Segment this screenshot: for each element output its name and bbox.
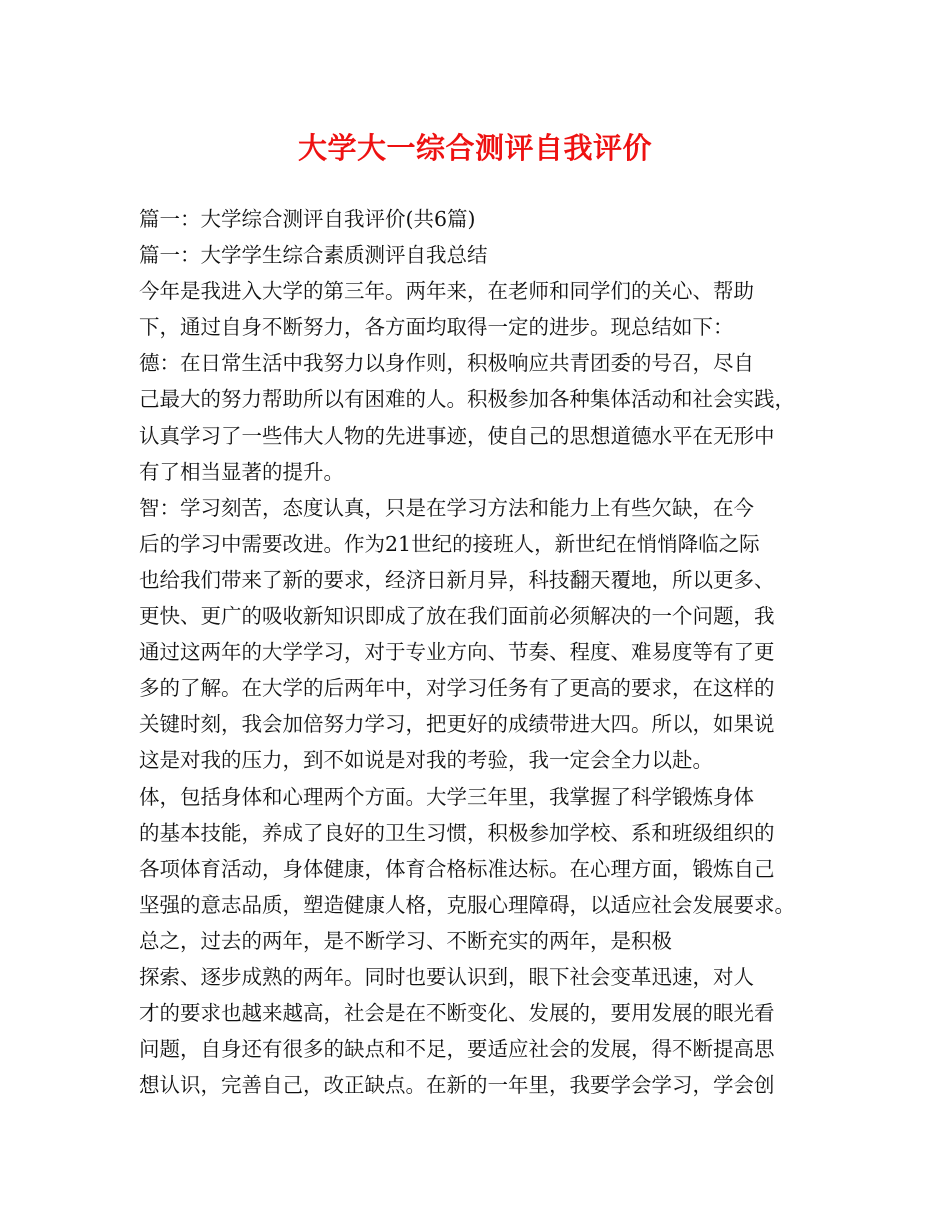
body-line: 多的了解。在大学的后两年中，对学习任务有了更高的要求，在这样的 — [139, 676, 775, 701]
document-body — [139, 201, 839, 1103]
body-line: 智：学习刻苦，态度认真，只是在学习方法和能力上有些欠缺，在今 — [139, 495, 754, 520]
body-line: 问题，自身还有很多的缺点和不足，要适应社会的发展，得不断提高思 — [139, 1037, 775, 1062]
body-line: 认真学习了一些伟大人物的先进事迹，使自己的思想道德水平在无形中 — [139, 423, 775, 448]
body-line: 关键时刻，我会加倍努力学习，把更好的成绩带进大四。所以，如果说 — [139, 712, 775, 737]
body-line: 各项体育活动，身体健康，体育合格标准达标。在心理方面，锻炼自己 — [139, 856, 775, 881]
body-line: 下，通过自身不断努力，各方面均取得一定的进步。现总结如下： — [139, 315, 734, 340]
body-line: 也给我们带来了新的要求，经济日新月异，科技翻天覆地，所以更多、 — [139, 567, 775, 592]
body-line: 篇一：大学学生综合素质测评自我总结 — [139, 243, 488, 268]
document-title: 大学大一综合测评自我评价 — [297, 131, 652, 165]
body-line: 坚强的意志品质，塑造健康人格，克服心理障碍，以适应社会发展要求。 — [139, 892, 795, 917]
body-line: 才的要求也越来越高，社会是在不断变化、发展的，要用发展的眼光看 — [139, 1001, 775, 1026]
body-line: 体，包括身体和心理两个方面。大学三年里，我掌握了科学锻炼身体 — [139, 784, 754, 809]
body-line: 己最大的努力帮助所以有困难的人。积极参加各种集体活动和社会实践， — [139, 387, 795, 412]
body-line: 总之，过去的两年，是不断学习、不断充实的两年，是积极 — [139, 928, 672, 953]
body-line: 这是对我的压力，到不如说是对我的考验，我一定会全力以赴。 — [139, 748, 713, 773]
body-line: 德：在日常生活中我努力以身作则，积极响应共青团委的号召，尽自 — [139, 351, 754, 376]
body-line: 今年是我进入大学的第三年。两年来，在老师和同学们的关心、帮助 — [139, 279, 754, 304]
body-line: 通过这两年的大学学习，对于专业方向、节奏、程度、难易度等有了更 — [139, 640, 775, 665]
body-line: 篇一：大学综合测评自我评价(共6篇) — [139, 207, 476, 231]
body-line: 后的学习中需要改进。作为21世纪的接班人，新世纪在悄悄降临之际 — [139, 531, 760, 556]
body-line: 有了相当显著的提升。 — [139, 459, 344, 484]
body-line: 想认识，完善自己，改正缺点。在新的一年里，我要学会学习，学会创 — [139, 1073, 775, 1098]
body-line: 更快、更广的吸收新知识即成了放在我们面前必须解决的一个问题，我 — [139, 604, 775, 629]
body-line: 的基本技能，养成了良好的卫生习惯，积极参加学校、系和班级组织的 — [139, 820, 775, 845]
body-line: 探索、逐步成熟的两年。同时也要认识到，眼下社会变革迅速，对人 — [139, 964, 754, 989]
